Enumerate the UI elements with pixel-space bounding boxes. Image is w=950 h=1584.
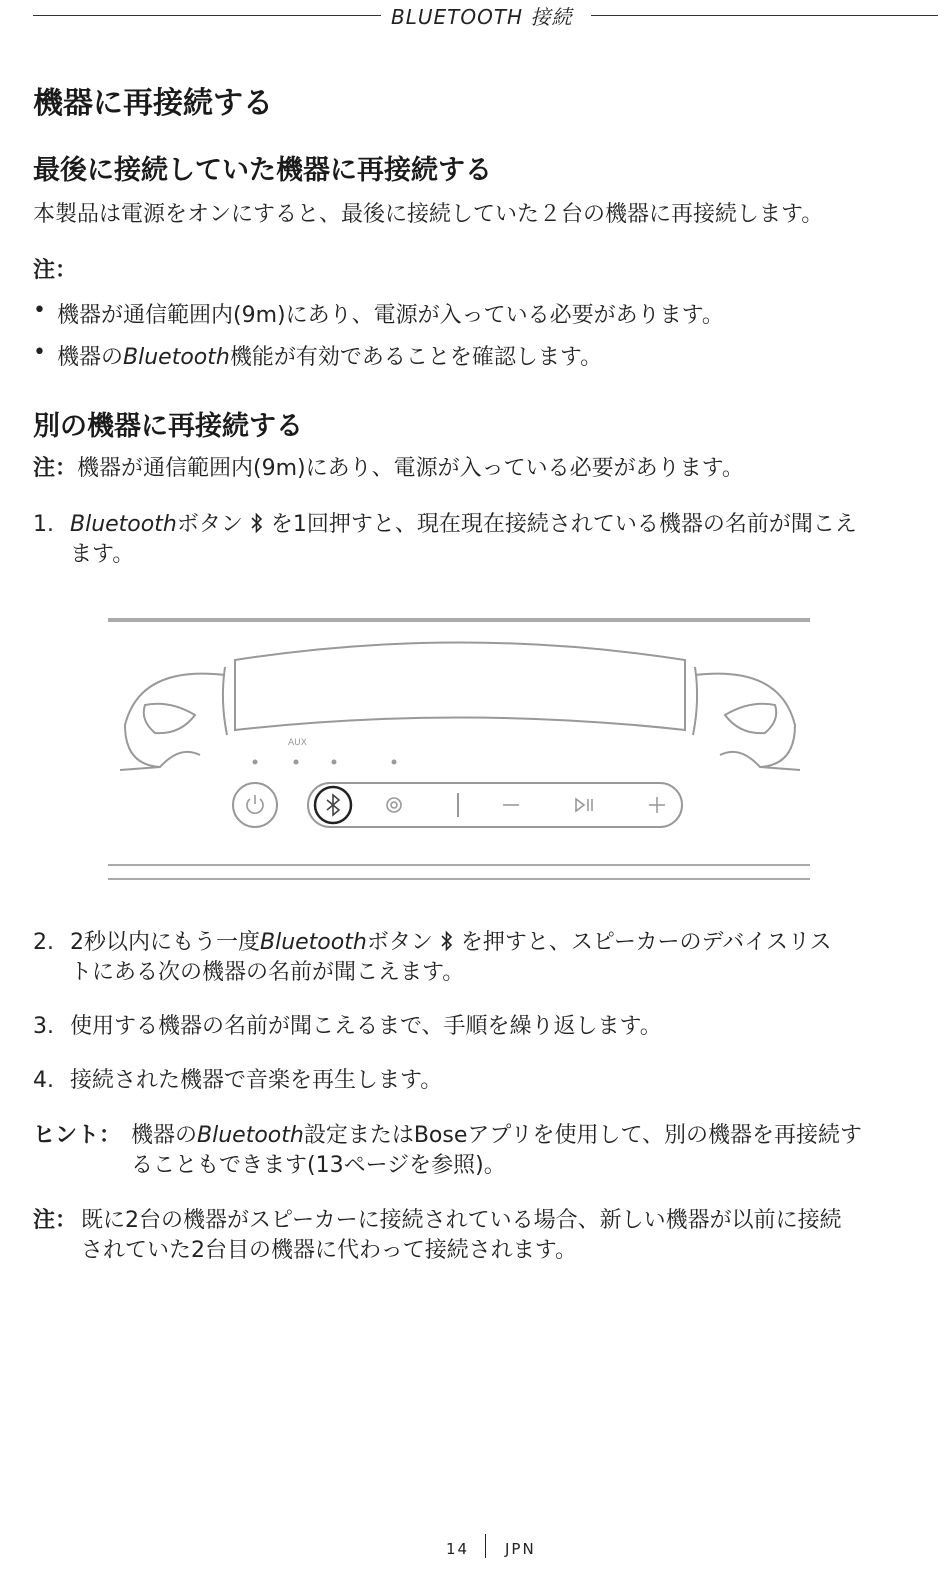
text-run: 2秒以内にもう一度 <box>70 930 260 955</box>
bullet-dot: • <box>33 298 46 323</box>
language-code: JPN <box>505 1540 536 1558</box>
step-text <box>70 510 938 570</box>
footer-divider <box>485 1534 486 1558</box>
note-label: 注： <box>33 456 78 481</box>
bluetooth-term: Bluetooth <box>197 1123 304 1148</box>
step-number: 1. <box>33 512 54 537</box>
section2-note <box>33 454 744 484</box>
text-run: トにある次の機器の名前が聞こえます。 <box>70 960 465 985</box>
bluetooth-term: Bluetooth <box>123 345 230 370</box>
header-rule-right <box>591 15 938 16</box>
step-1 <box>33 510 938 570</box>
step-number: 2. <box>33 930 54 955</box>
step-2 <box>33 928 938 988</box>
hint-text <box>131 1121 938 1181</box>
text-run: ボタン <box>366 930 433 955</box>
note-text <box>81 1206 938 1266</box>
text-run: ボタン <box>176 512 243 537</box>
text-run: 機器の <box>57 345 124 370</box>
header-rule-left <box>33 15 381 16</box>
text-run: されていた2台目の機器に代わって接続されます。 <box>81 1238 578 1263</box>
note2-block <box>33 1206 938 1266</box>
bluetooth-term: Bluetooth <box>260 930 367 955</box>
play-pause-icon <box>576 799 592 811</box>
aux-label: AUX <box>288 738 307 748</box>
section1-body: 本製品は電源をオンにすると、最後に接続していた２台の機器に再接続します。 <box>33 202 824 227</box>
text-run: 設定またはBoseアプリを使用して、別の機器を再接続す <box>303 1123 863 1148</box>
power-icon <box>247 795 263 813</box>
note-label: 注： <box>33 1208 78 1233</box>
bullet-text <box>57 340 602 371</box>
step-number: 3. <box>33 1014 54 1039</box>
text-run: を1回押すと、現在現在接続されている機器の名前が聞こえ <box>270 512 857 537</box>
bluetooth-term: Bluetooth <box>70 512 177 537</box>
action-icon <box>387 798 401 812</box>
text-run: 機能が有効であることを確認します。 <box>229 345 603 370</box>
bullet-dot: • <box>33 340 46 365</box>
bluetooth-icon <box>250 512 264 534</box>
bluetooth-button <box>315 787 351 823</box>
plus-icon <box>649 797 665 813</box>
section2-heading: 別の機器に再接続する <box>33 411 303 442</box>
text-run: ます。 <box>70 542 135 567</box>
page-title: 機器に再接続する <box>33 86 273 121</box>
text-run: 既に2台の機器がスピーカーに接続されている場合、新しい機器が以前に接続 <box>81 1208 842 1233</box>
hint-label: ヒント： <box>33 1123 122 1148</box>
note-text: 機器が通信範囲内(9m)にあり、電源が入っている必要があります。 <box>77 456 744 481</box>
text-run: を押すと、スピーカーのデバイスリス <box>460 930 832 955</box>
hint-block <box>33 1121 938 1181</box>
text-run: ることもできます(13ページを参照)。 <box>131 1153 506 1178</box>
text-run: 機器の <box>131 1123 198 1148</box>
step-text: 接続された機器で音楽を再生します。 <box>70 1068 443 1093</box>
speaker-illustration <box>100 605 820 895</box>
section1-note-label: 注： <box>33 258 78 283</box>
step-text <box>70 928 938 988</box>
section1-heading: 最後に接続していた機器に再接続する <box>33 155 492 186</box>
section-title: BLUETOOTH 接続 <box>391 5 573 29</box>
step-number: 4. <box>33 1068 54 1093</box>
bluetooth-icon <box>440 930 454 952</box>
step-4 <box>33 1066 938 1096</box>
step-text: 使用する機器の名前が聞こえるまで、手順を繰り返します。 <box>70 1014 662 1039</box>
step-3 <box>33 1012 938 1042</box>
bullet-text: 機器が通信範囲内(9m)にあり、電源が入っている必要があります。 <box>57 303 724 328</box>
page-number: 14 <box>446 1540 470 1558</box>
